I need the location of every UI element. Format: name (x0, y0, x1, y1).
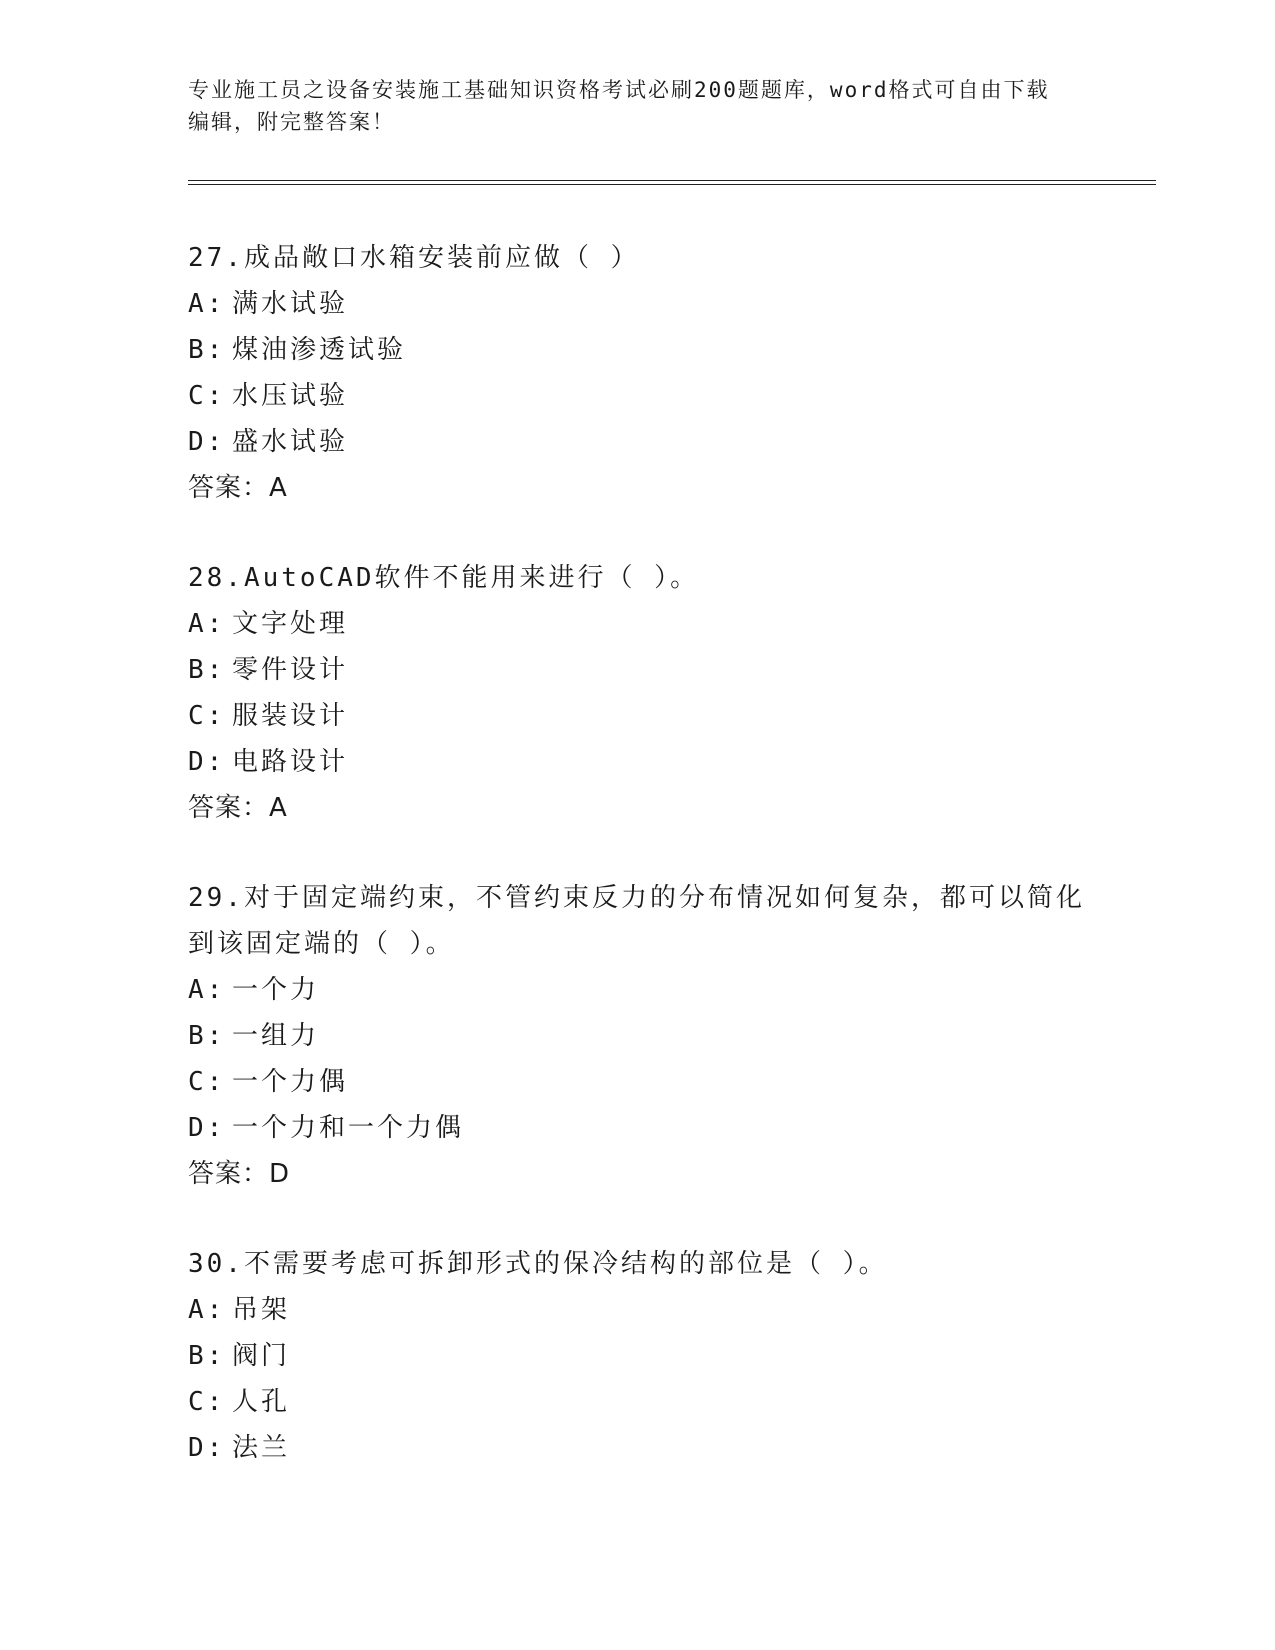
option-b (188, 1333, 1088, 1379)
option-b (188, 327, 1088, 373)
option-text: 煤油渗透试验 (232, 335, 407, 365)
option-text: 满水试验 (232, 289, 349, 319)
option-b (188, 1013, 1088, 1059)
option-c (188, 1059, 1088, 1105)
header-divider (188, 180, 1156, 181)
option-text: 盛水试验 (232, 427, 349, 457)
option-key: B: (188, 1021, 226, 1051)
option-text: 水压试验 (232, 381, 349, 411)
option-key: A: (188, 975, 226, 1005)
option-c (188, 1379, 1088, 1425)
option-key: D: (188, 747, 226, 777)
option-text: 服装设计 (232, 701, 349, 731)
option-d (188, 1105, 1088, 1151)
document-header (188, 74, 1068, 138)
option-text: 一组力 (232, 1021, 320, 1051)
question-stem: 30.不需要考虑可拆卸形式的保冷结构的部位是（ ）。 (188, 1249, 888, 1279)
option-text: 法兰 (232, 1433, 291, 1463)
option-key: B: (188, 1341, 226, 1371)
option-key: C: (188, 1067, 226, 1097)
answer-line: 答案：A (188, 793, 288, 823)
option-a (188, 601, 1088, 647)
question-28 (188, 555, 1088, 831)
header-title: 专业施工员之设备安装施工基础知识资格考试必刷200题题库，word格式可自由下载编辑，附完整答案！ (188, 78, 1050, 134)
option-key: C: (188, 381, 226, 411)
option-text: 文字处理 (232, 609, 349, 639)
option-text: 人孔 (232, 1387, 291, 1417)
question-stem: 27.成品敞口水箱安装前应做（ ） (188, 243, 640, 273)
option-c (188, 373, 1088, 419)
option-key: A: (188, 609, 226, 639)
option-key: D: (188, 1433, 226, 1463)
option-d (188, 1425, 1088, 1471)
option-key: A: (188, 289, 226, 319)
option-text: 吊架 (232, 1295, 291, 1325)
option-text: 零件设计 (232, 655, 349, 685)
option-key: D: (188, 427, 226, 457)
option-c (188, 693, 1088, 739)
answer-line: 答案：A (188, 473, 288, 503)
question-list (188, 235, 1088, 1515)
option-text: 电路设计 (232, 747, 349, 777)
option-key: C: (188, 701, 226, 731)
answer-line: 答案：D (188, 1159, 291, 1189)
option-text: 一个力 (232, 975, 320, 1005)
header-divider-secondary (188, 184, 1156, 185)
question-30 (188, 1241, 1088, 1471)
option-a (188, 967, 1088, 1013)
option-b (188, 647, 1088, 693)
option-text: 一个力偶 (232, 1067, 349, 1097)
question-29 (188, 875, 1088, 1197)
question-27 (188, 235, 1088, 511)
option-a (188, 281, 1088, 327)
option-a (188, 1287, 1088, 1333)
option-key: B: (188, 335, 226, 365)
question-stem: 28.AutoCAD软件不能用来进行（ ）。 (188, 563, 700, 593)
question-stem: 29.对于固定端约束，不管约束反力的分布情况如何复杂，都可以简化到该固定端的（ ）。 (188, 883, 1085, 959)
option-d (188, 419, 1088, 465)
option-text: 阀门 (232, 1341, 291, 1371)
option-key: B: (188, 655, 226, 685)
option-key: A: (188, 1295, 226, 1325)
option-key: D: (188, 1113, 226, 1143)
option-text: 一个力和一个力偶 (232, 1113, 465, 1143)
option-d (188, 739, 1088, 785)
option-key: C: (188, 1387, 226, 1417)
